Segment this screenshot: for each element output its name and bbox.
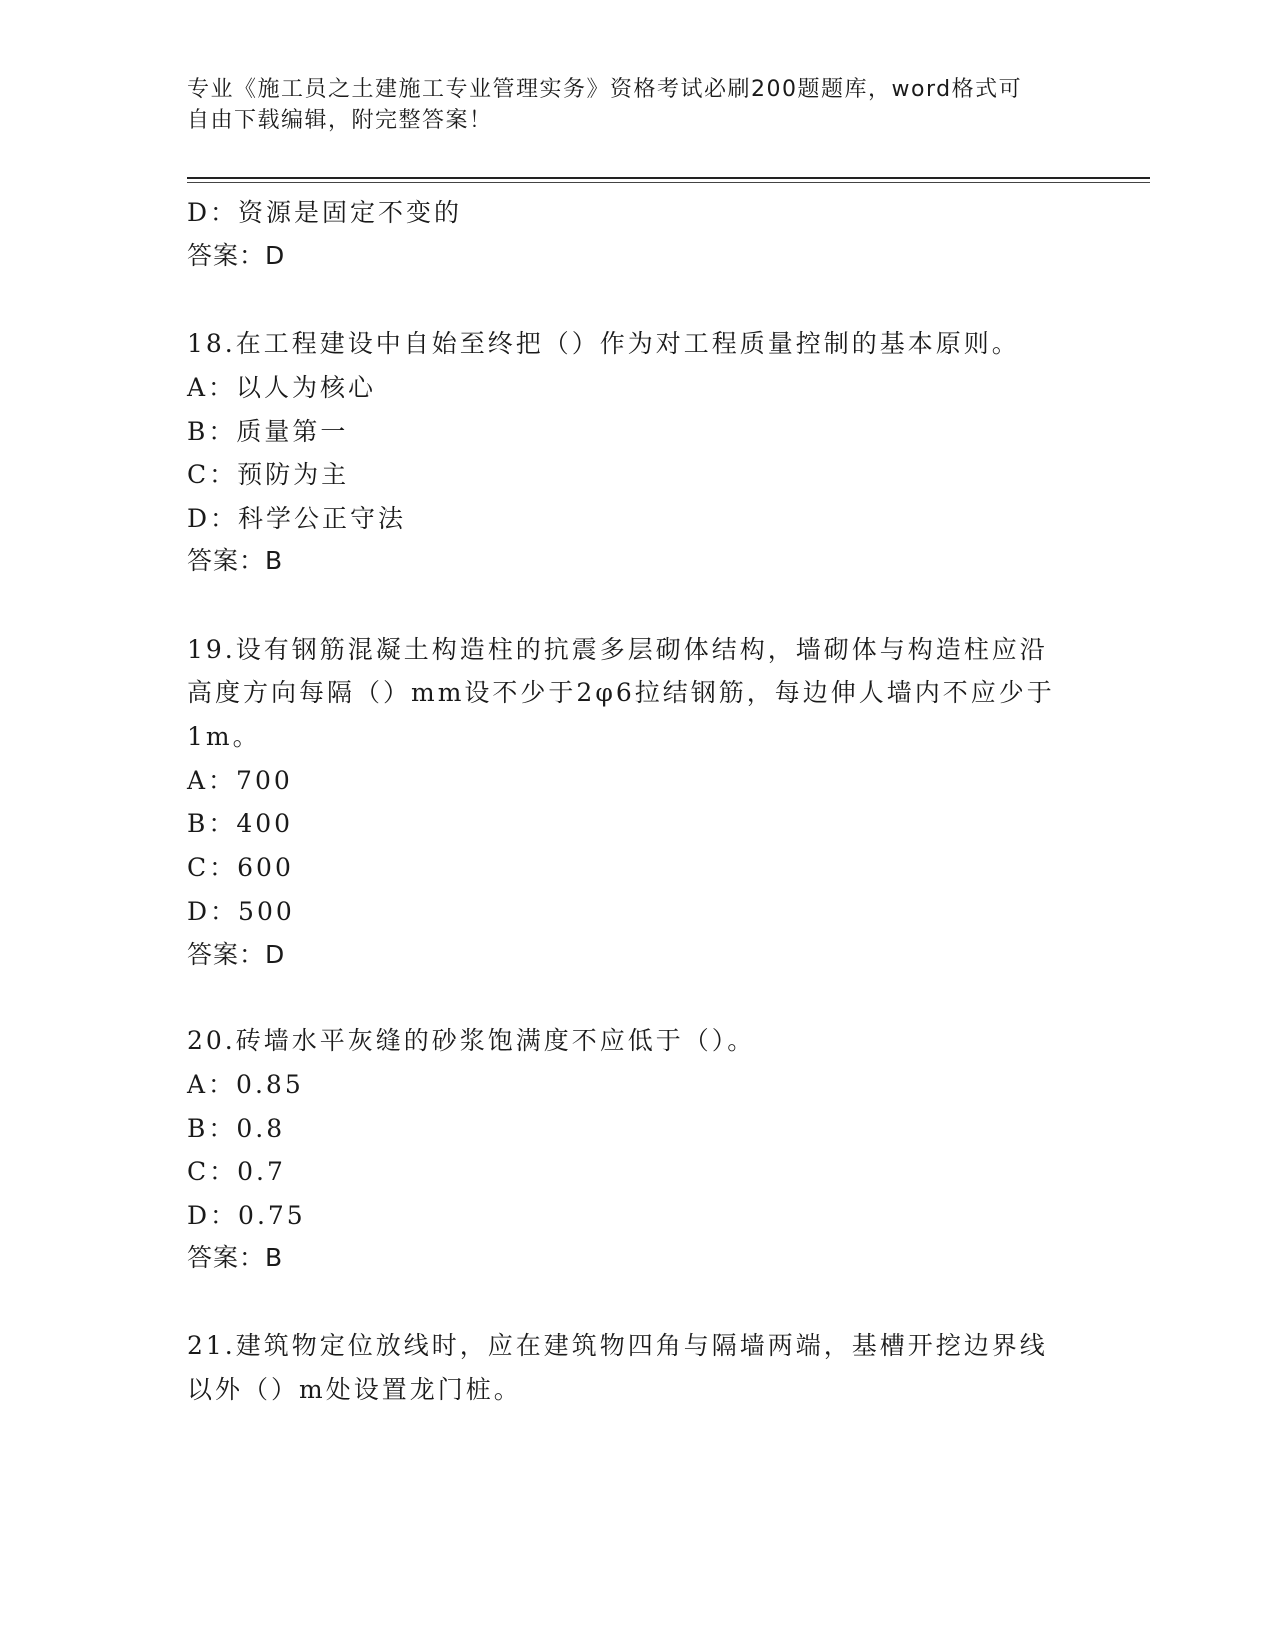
header-rule-thick (187, 177, 1150, 179)
q19-option-a: A：700 (187, 766, 293, 795)
q20-stem: 20.砖墙水平灰缝的砂浆饱满度不应低于（）。 (187, 1026, 756, 1055)
q19-answer: 答案：D (187, 940, 286, 969)
q18-answer: 答案：B (187, 546, 284, 575)
q21-stem-line-2: 以外（）m处设置龙门桩。 (187, 1375, 522, 1404)
header-line-1: 专业《施工员之土建施工专业管理实务》资格考试必刷200题题库，word格式可 (187, 77, 1023, 102)
q18-option-d: D：科学公正守法 (187, 504, 407, 533)
q20-option-c: C：0.7 (187, 1157, 286, 1186)
q18-option-a: A：以人为核心 (187, 373, 377, 402)
q19-stem-line-1: 19.设有钢筋混凝土构造柱的抗震多层砌体结构，墙砌体与构造柱应沿 (187, 635, 1048, 664)
q17-option-d: D：资源是固定不变的 (187, 198, 463, 227)
q20-option-d: D：0.75 (187, 1201, 306, 1230)
q19-stem-line-3: 1m。 (187, 722, 261, 751)
q20-option-a: A：0.85 (187, 1070, 304, 1099)
q19-option-b: B：400 (187, 809, 294, 838)
header-rule-thin (187, 182, 1150, 183)
q21-stem-line-1: 21.建筑物定位放线时，应在建筑物四角与隔墙两端，基槽开挖边界线 (187, 1331, 1048, 1360)
q18-stem: 18.在工程建设中自始至终把（）作为对工程质量控制的基本原则。 (187, 329, 1020, 358)
q19-option-d: D：500 (187, 897, 295, 926)
page-header (187, 74, 1067, 136)
q20-answer: 答案：B (187, 1243, 284, 1272)
q17-answer: 答案：D (187, 241, 286, 270)
q19-stem-line-2: 高度方向每隔（）mm设不少于2φ6拉结钢筋，每边伸人墙内不应少于 (187, 678, 1055, 707)
header-line-2: 自由下载编辑，附完整答案！ (187, 108, 493, 133)
q20-option-b: B：0.8 (187, 1114, 286, 1143)
q19-option-c: C：600 (187, 853, 294, 882)
q18-option-b: B：质量第一 (187, 417, 349, 446)
q18-option-c: C：预防为主 (187, 460, 350, 489)
